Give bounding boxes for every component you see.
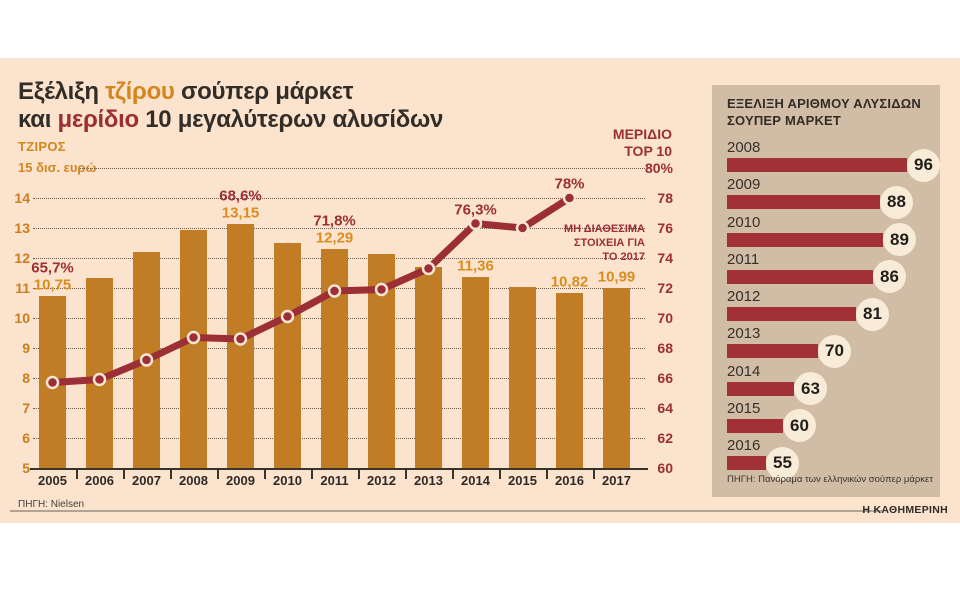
panel-year-label: 2016 (727, 437, 761, 454)
year-label: 2007 (132, 473, 161, 488)
right-axis-tick-label: 74 (657, 250, 673, 266)
year-label: 2013 (414, 473, 443, 488)
right-axis-header: TOP 10 (624, 143, 672, 159)
share-value-label: 65,7% (31, 259, 74, 276)
share-value-label: 68,6% (219, 187, 262, 204)
year-label: 2006 (85, 473, 114, 488)
right-axis-tick-label: 78 (657, 190, 673, 206)
chains-panel-source: ΠΗΓΗ: Πανόραμα των ελληνικών σούπερ μάρκετ (727, 474, 934, 485)
left-axis-tick-label: 6 (22, 430, 30, 446)
right-axis-tick-label: 64 (657, 400, 673, 416)
year-label: 2015 (508, 473, 537, 488)
right-axis-tick-label: 72 (657, 280, 673, 296)
panel-value-circle: 63 (794, 372, 827, 405)
year-label: 2010 (273, 473, 302, 488)
panel-year-label: 2011 (727, 250, 760, 268)
panel-year-label: 2013 (727, 325, 761, 343)
year-label: 2017 (602, 473, 631, 488)
panel-value-circle: 88 (880, 186, 913, 219)
main-chart-source: ΠΗΓΗ: Nielsen (18, 499, 85, 510)
title-text: Εξέλιξη (18, 78, 106, 105)
right-axis-header: ΜΕΡΙΔΙΟ (612, 126, 672, 142)
share-value-label: 71,8% (313, 212, 356, 230)
title-text: 10 μεγαλύτερων αλυσίδων (138, 106, 444, 133)
year-label: 2011 (320, 473, 349, 488)
panel-value-circle: 96 (907, 149, 940, 182)
panel-value-circle: 70 (818, 335, 851, 368)
title-highlight-turnover: τζίρου (105, 78, 175, 105)
left-axis-tick-label: 13 (14, 220, 30, 236)
year-label: 2016 (555, 473, 584, 488)
title-highlight-share: μερίδιο (57, 106, 139, 133)
note-line: ΜΗ ΔΙΑΘΕΣΙΜΑ (563, 223, 645, 235)
note-line: ΤΟ 2017 (602, 251, 645, 263)
panel-title-line: ΕΞΕΛΙΞΗ ΑΡΙΘΜΟΥ ΑΛΥΣΙΔΩΝ (727, 96, 921, 111)
left-axis-tick-label: 10 (14, 310, 30, 326)
share-value-label: 76,3% (454, 201, 497, 218)
panel-title-line: ΣΟΥΠΕΡ ΜΑΡΚΕΤ (727, 113, 842, 128)
left-axis-header: ΤΖΙΡΟΣ (18, 139, 66, 154)
panel-bar (727, 270, 873, 284)
right-axis-tick-label: 80% (644, 160, 673, 176)
left-axis-tick-label: 9 (22, 340, 30, 356)
year-label: 2014 (461, 473, 490, 488)
year-label: 2008 (179, 473, 208, 488)
left-axis-tick-label: 7 (22, 400, 30, 416)
left-axis-tick-label: 8 (22, 370, 30, 386)
right-axis-tick-label: 76 (657, 220, 673, 236)
newspaper-brand: Η ΚΑΘΗΜΕΡΙΝΗ (862, 504, 948, 516)
year-label: 2005 (38, 473, 67, 488)
panel-year-label: 2008 (727, 139, 761, 156)
year-label: 2009 (226, 473, 255, 488)
right-axis-tick-label: 68 (657, 340, 673, 356)
panel-year-label: 2015 (727, 399, 761, 417)
right-axis-tick-label: 62 (657, 430, 673, 446)
title-text: σούπερ μάρκετ (174, 78, 354, 105)
turnover-value-label: 12,29 (315, 229, 354, 247)
right-axis-tick-label: 70 (657, 310, 673, 326)
left-axis-tick-label: 12 (14, 250, 30, 266)
left-axis-tick-label: 5 (22, 460, 30, 476)
title-text: και (18, 106, 58, 133)
turnover-value-label: 11,36 (457, 257, 494, 275)
left-axis-tick-label: 11 (15, 280, 30, 296)
right-axis-tick-label: 60 (657, 460, 673, 476)
panel-year-label: 2009 (727, 176, 761, 194)
share-value-label: 78% (554, 175, 585, 193)
panel-bar (727, 456, 766, 470)
panel-year-label: 2012 (727, 288, 761, 305)
panel-bar (727, 419, 783, 433)
panel-bar (727, 382, 794, 396)
panel-bar (727, 233, 883, 247)
turnover-value-label: 10,99 (597, 268, 636, 286)
panel-value-circle: 86 (873, 260, 906, 293)
panel-bar (727, 195, 880, 209)
left-axis-tick-label: 14 (14, 190, 30, 206)
turnover-value-label: 10,82 (550, 273, 589, 291)
year-label: 2012 (367, 473, 396, 488)
panel-value-circle: 55 (766, 447, 799, 480)
panel-value-circle: 89 (883, 223, 916, 256)
panel-value-circle: 81 (856, 298, 889, 331)
turnover-value-label: 13,15 (221, 204, 260, 221)
left-axis-unit-label: 15 δισ. ευρώ (18, 160, 97, 175)
panel-bar (727, 158, 907, 172)
panel-bar (727, 307, 856, 321)
right-axis-tick-label: 66 (657, 370, 673, 386)
turnover-value-label: 10,75 (33, 276, 72, 293)
panel-bar (727, 344, 818, 358)
panel-value-circle: 60 (783, 409, 816, 442)
panel-year-label: 2014 (727, 362, 761, 380)
panel-year-label: 2010 (727, 213, 761, 231)
note-line: ΣΤΟΙΧΕΙΑ ΓΙΑ (573, 237, 645, 249)
